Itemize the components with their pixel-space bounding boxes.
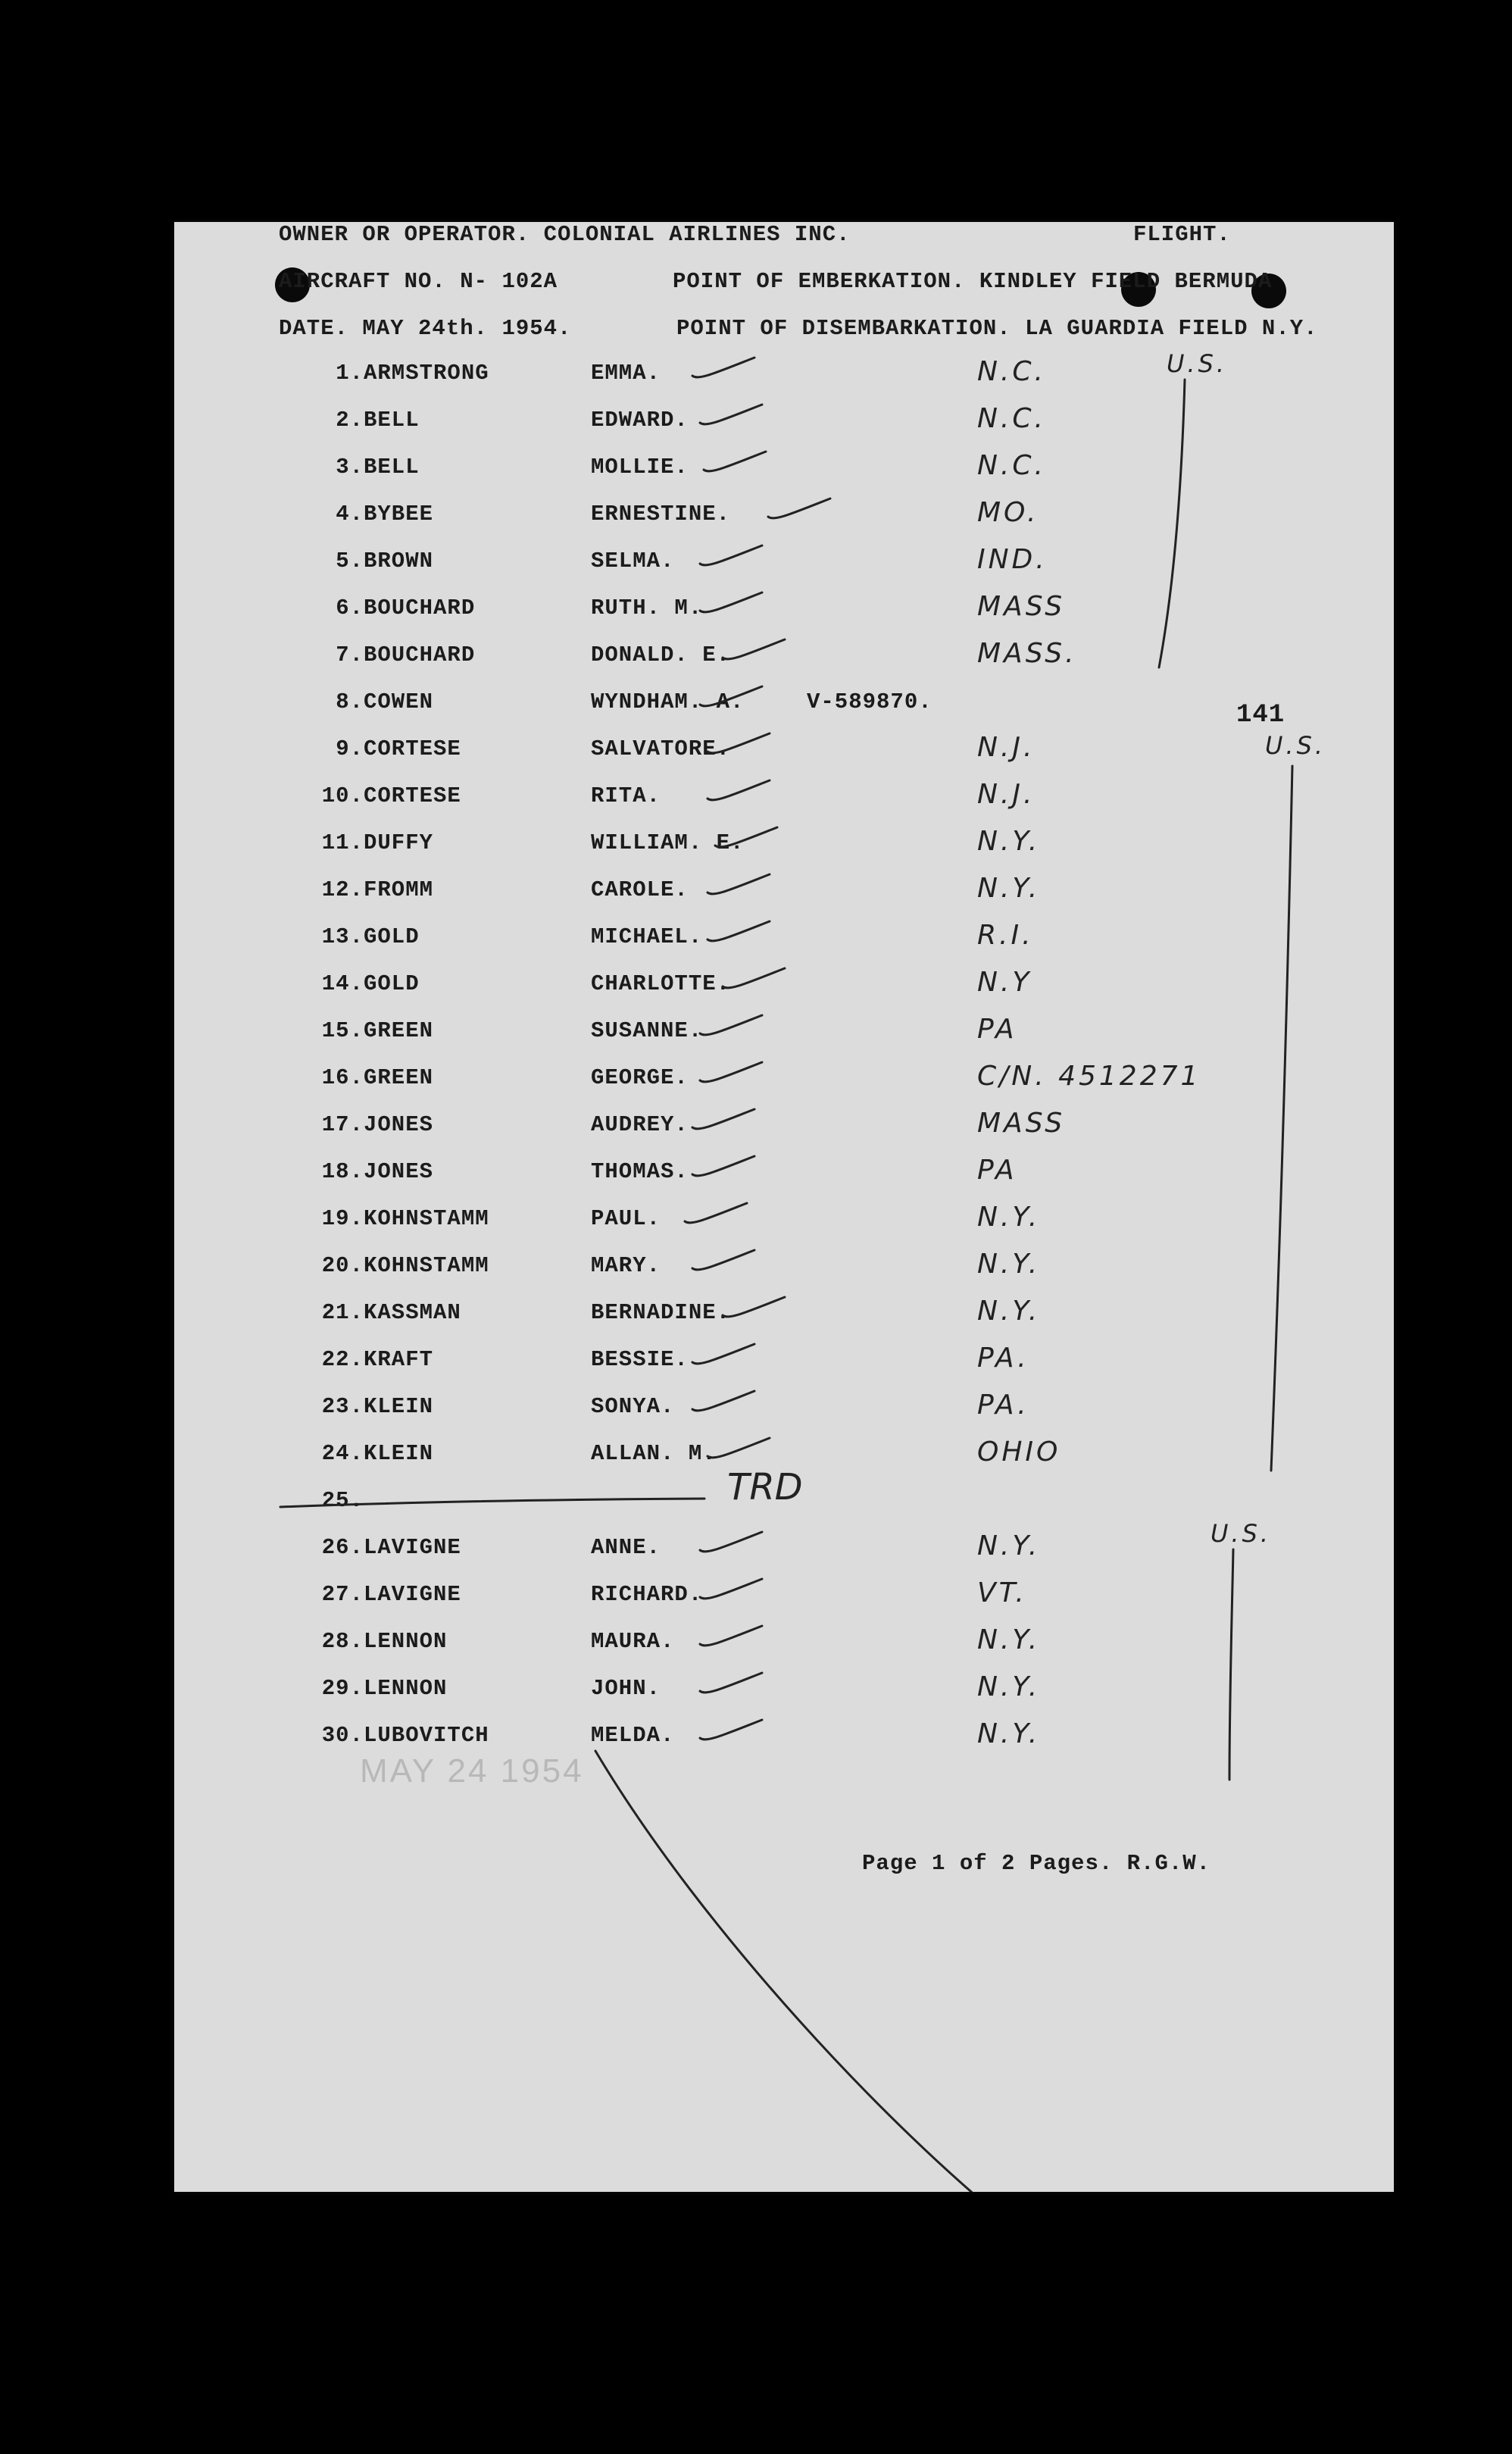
passenger-num: 5. [336,549,364,574]
passenger-first: JOHN. [591,1676,661,1701]
passenger-last: JONES [364,1112,434,1137]
passenger-first: RITA. [591,783,661,808]
passenger-first: SALVATORE. [591,736,731,761]
passenger-state: C/N. 4512271 [977,1061,1201,1092]
flight-label: FLIGHT. [1133,222,1231,247]
citizenship-mark-1: U.S. [1167,349,1228,378]
passenger-first: MAURA. [591,1629,675,1654]
passenger-last: ARMSTRONG [364,361,489,386]
passenger-first: EMMA. [591,361,661,386]
passenger-state: N.J. [977,732,1036,763]
passenger-last: LAVIGNE [364,1582,461,1607]
passenger-num: 24. [321,1441,364,1466]
passenger-last: LUBOVITCH [364,1723,489,1748]
passenger-last: KLEIN [364,1441,434,1466]
passenger-num: 29. [321,1676,364,1701]
passenger-first: RUTH. M. [591,596,703,621]
passenger-last: COWEN [364,689,434,714]
passenger-num: 6. [336,596,364,621]
embarkation-line: POINT OF EMBERKATION. KINDLEY FIELD BERMUDA [673,269,1273,294]
passenger-state: N.Y. [977,1249,1041,1280]
passenger-state: MASS [977,591,1066,622]
passenger-num: 1. [336,361,364,386]
passenger-num: 18. [321,1159,364,1184]
passenger-first: SELMA. [591,549,675,574]
passenger-last: GREEN [364,1018,434,1043]
passenger-first: ERNESTINE. [591,502,731,527]
passenger-num: 16. [321,1065,364,1090]
passenger-state: N.C. [977,403,1046,434]
passenger-num: 3. [336,455,364,480]
passenger-state: N.Y. [977,1624,1041,1655]
passenger-num: 22. [321,1347,364,1372]
row-25-strike [280,1499,704,1507]
passenger-first: THOMAS. [591,1159,689,1184]
passenger-last: BOUCHARD [364,642,476,667]
passenger-num: 10. [321,783,364,808]
disembarkation-line: POINT OF DISEMBARKATION. LA GUARDIA FIELD N.Y. [676,316,1318,341]
owner-line: OWNER OR OPERATOR. COLONIAL AIRLINES INC. [279,222,851,247]
passenger-last: BELL [364,408,420,433]
passenger-last: FROMM [364,877,434,902]
passenger-last: KOHNSTAMM [364,1206,489,1231]
passenger-num: 13. [321,924,364,949]
passenger-first: SUSANNE. [591,1018,703,1043]
aircraft-line: AIRCRAFT NO. N- 102A [279,269,558,294]
passenger-state: N.C. [977,356,1046,387]
citizenship-mark-2: U.S. [1265,731,1326,760]
passenger-first: ANNE. [591,1535,661,1560]
passenger-num: 2. [336,408,364,433]
passenger-num: 23. [321,1394,364,1419]
passenger-num: 20. [321,1253,364,1278]
passenger-state: PA. [977,1390,1029,1421]
passenger-num: 15. [321,1018,364,1043]
passenger-first: WILLIAM. E. [591,830,745,855]
passenger-state: MASS [977,1108,1066,1139]
passenger-first: ALLAN. M. [591,1441,717,1466]
passenger-last: KOHNSTAMM [364,1253,489,1278]
passenger-last: LAVIGNE [364,1535,461,1560]
page-footer: Page 1 of 2 Pages. R.G.W. [862,1851,1211,1876]
passenger-last: KRAFT [364,1347,434,1372]
passenger-state: N.Y. [977,1202,1041,1233]
passenger-extra: V-589870. [807,689,933,714]
passenger-last: GOLD [364,971,420,996]
manifest-page [174,222,1394,2192]
passenger-last: BYBEE [364,502,434,527]
passenger-last: CORTESE [364,736,461,761]
passenger-last: KASSMAN [364,1300,461,1325]
passenger-state: N.Y. [977,873,1041,904]
passenger-first: BESSIE. [591,1347,689,1372]
passenger-state: VT. [977,1577,1027,1608]
passenger-num: 30. [321,1723,364,1748]
passenger-last: BROWN [364,549,434,574]
passenger-first: CHARLOTTE. [591,971,731,996]
count-mark: 141 [1236,701,1286,730]
passenger-last: BOUCHARD [364,596,476,621]
passenger-first: DONALD. E. [591,642,731,667]
passenger-num: 28. [321,1629,364,1654]
passenger-last: KLEIN [364,1394,434,1419]
bracket-line-2 [1271,766,1292,1471]
passenger-first: MICHAEL. [591,924,703,949]
passenger-last: GOLD [364,924,420,949]
passenger-first: CAROLE. [591,877,689,902]
passenger-num: 17. [321,1112,364,1137]
passenger-num: 26. [321,1535,364,1560]
passenger-last: CORTESE [364,783,461,808]
passenger-num: 21. [321,1300,364,1325]
passenger-num: 19. [321,1206,364,1231]
passenger-first: EDWARD. [591,408,689,433]
passenger-num: 8. [336,689,364,714]
passenger-last: JONES [364,1159,434,1184]
passenger-num: 11. [321,830,364,855]
passenger-first: WYNDHAM. A. [591,689,745,714]
passenger-first: BERNADINE. [591,1300,731,1325]
passenger-state: MASS. [977,638,1077,669]
passenger-last: GREEN [364,1065,434,1090]
bracket-line-3 [1229,1549,1233,1780]
passenger-last: DUFFY [364,830,434,855]
passenger-num: 25. [321,1488,364,1513]
passenger-state: N.Y. [977,1671,1041,1702]
pen-strokes [174,222,1394,2192]
passenger-state: R.I. [977,920,1034,951]
passenger-num: 12. [321,877,364,902]
passenger-num: 14. [321,971,364,996]
passenger-state: N.J. [977,779,1036,810]
passenger-last: BELL [364,455,420,480]
passenger-state: N.C. [977,450,1046,481]
passenger-num: 27. [321,1582,364,1607]
passenger-first: AUDREY. [591,1112,689,1137]
passenger-num: 9. [336,736,364,761]
passenger-num: 4. [336,502,364,527]
passenger-state: N.Y. [977,826,1041,857]
passenger-first: MELDA. [591,1723,675,1748]
passenger-first: RICHARD. [591,1582,703,1607]
passenger-state: PA [977,1155,1017,1186]
date-stamp: MAY 24 1954 [360,1752,584,1790]
passenger-num: 7. [336,642,364,667]
passenger-state: N.Y. [977,1718,1041,1749]
passenger-state: IND. [977,544,1048,575]
passenger-state: OHIO [977,1436,1061,1468]
passenger-state: N.Y. [977,1530,1041,1561]
passenger-state: PA. [977,1343,1029,1374]
passenger-state: PA [977,1014,1017,1045]
date-line: DATE. MAY 24th. 1954. [279,316,572,341]
passenger-first: GEORGE. [591,1065,689,1090]
cancel-initials: TRD [727,1466,803,1508]
citizenship-mark-3: U.S. [1211,1519,1272,1548]
passenger-first: SONYA. [591,1394,675,1419]
passenger-last: LENNON [364,1629,448,1654]
passenger-state: MO. [977,497,1039,528]
passenger-state: N.Y. [977,1296,1041,1327]
diagonal-cancel-line [595,1751,1007,2192]
passenger-first: MARY. [591,1253,661,1278]
bracket-line-1 [1159,380,1185,667]
passenger-first: PAUL. [591,1206,661,1231]
passenger-state: N.Y [977,967,1032,998]
passenger-last: LENNON [364,1676,448,1701]
passenger-first: MOLLIE. [591,455,689,480]
